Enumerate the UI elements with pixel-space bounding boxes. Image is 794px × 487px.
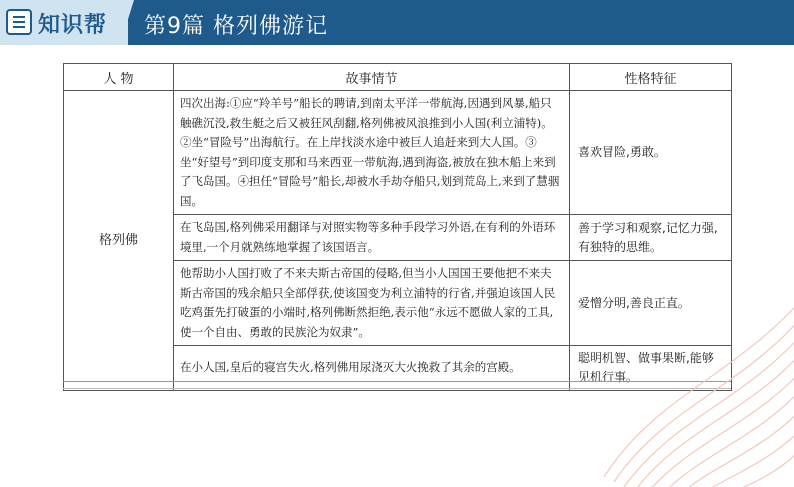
badge-label: 知识帮 — [38, 13, 108, 38]
page-title: 第9篇 格列佛游记 — [144, 14, 328, 39]
trait-cell: 聪明机智、做事果断,能够见机行事。 — [570, 346, 732, 391]
header-story: 故事情节 — [174, 64, 570, 91]
person-cell: 格列佛 — [64, 91, 174, 391]
trait-cell: 喜欢冒险,勇敢。 — [570, 91, 732, 215]
table-header-row — [64, 64, 732, 91]
table-row — [64, 91, 732, 215]
trait-cell: 善于学习和观察,记忆力强,有独特的思维。 — [570, 215, 732, 261]
header-bar — [0, 0, 794, 45]
story-cell: 在飞岛国,格列佛采用翻译与对照实物等多种手段学习外语,在有利的外语环境里,一个月就熟练地掌握了该国语言。 — [174, 215, 570, 261]
story-cell: 在小人国,皇后的寝宫失火,格列佛用尿浇灭大火挽救了其余的宫殿。 — [174, 346, 570, 391]
story-cell: 四次出海:①应“羚羊号”船长的聘请,到南太平洋一带航海,因遇到风暴,船只触礁沉没,救生艇之后又被狂风刮翻,格列佛被风浪推到小人国(利立浦特)。②坐“冒险号”出海航行。在上岸找淡水途中被巨人追赶来到大人国。③坐“好望号”到印度支那和马来西亚一带航海,遇到海盗,被放在独木船上来到了飞岛国。④担任“冒险号”船长,却被水手劫夺船只,划到荒岛上,来到了慧骃国。 — [174, 91, 570, 215]
badge-tail — [120, 0, 134, 45]
header-trait: 性格特征 — [570, 64, 732, 91]
trait-cell: 爱憎分明,善良正直。 — [570, 261, 732, 346]
header-person: 人 物 — [64, 64, 174, 91]
story-cell: 他帮助小人国打败了不来夫斯古帝国的侵略,但当小人国国王要他把不来夫斯古帝国的残余船只全部俘获,使该国变为利立浦特的行省,并强迫该国人民吃鸡蛋先打破蛋的小端时,格列佛断然拒绝,表示他“永远不愿做人家的工具,使一个自由、勇敢的民族沦为奴隶”。 — [174, 261, 570, 346]
section-badge — [0, 0, 128, 45]
swirl-decoration — [594, 277, 794, 487]
book-icon — [6, 9, 32, 35]
